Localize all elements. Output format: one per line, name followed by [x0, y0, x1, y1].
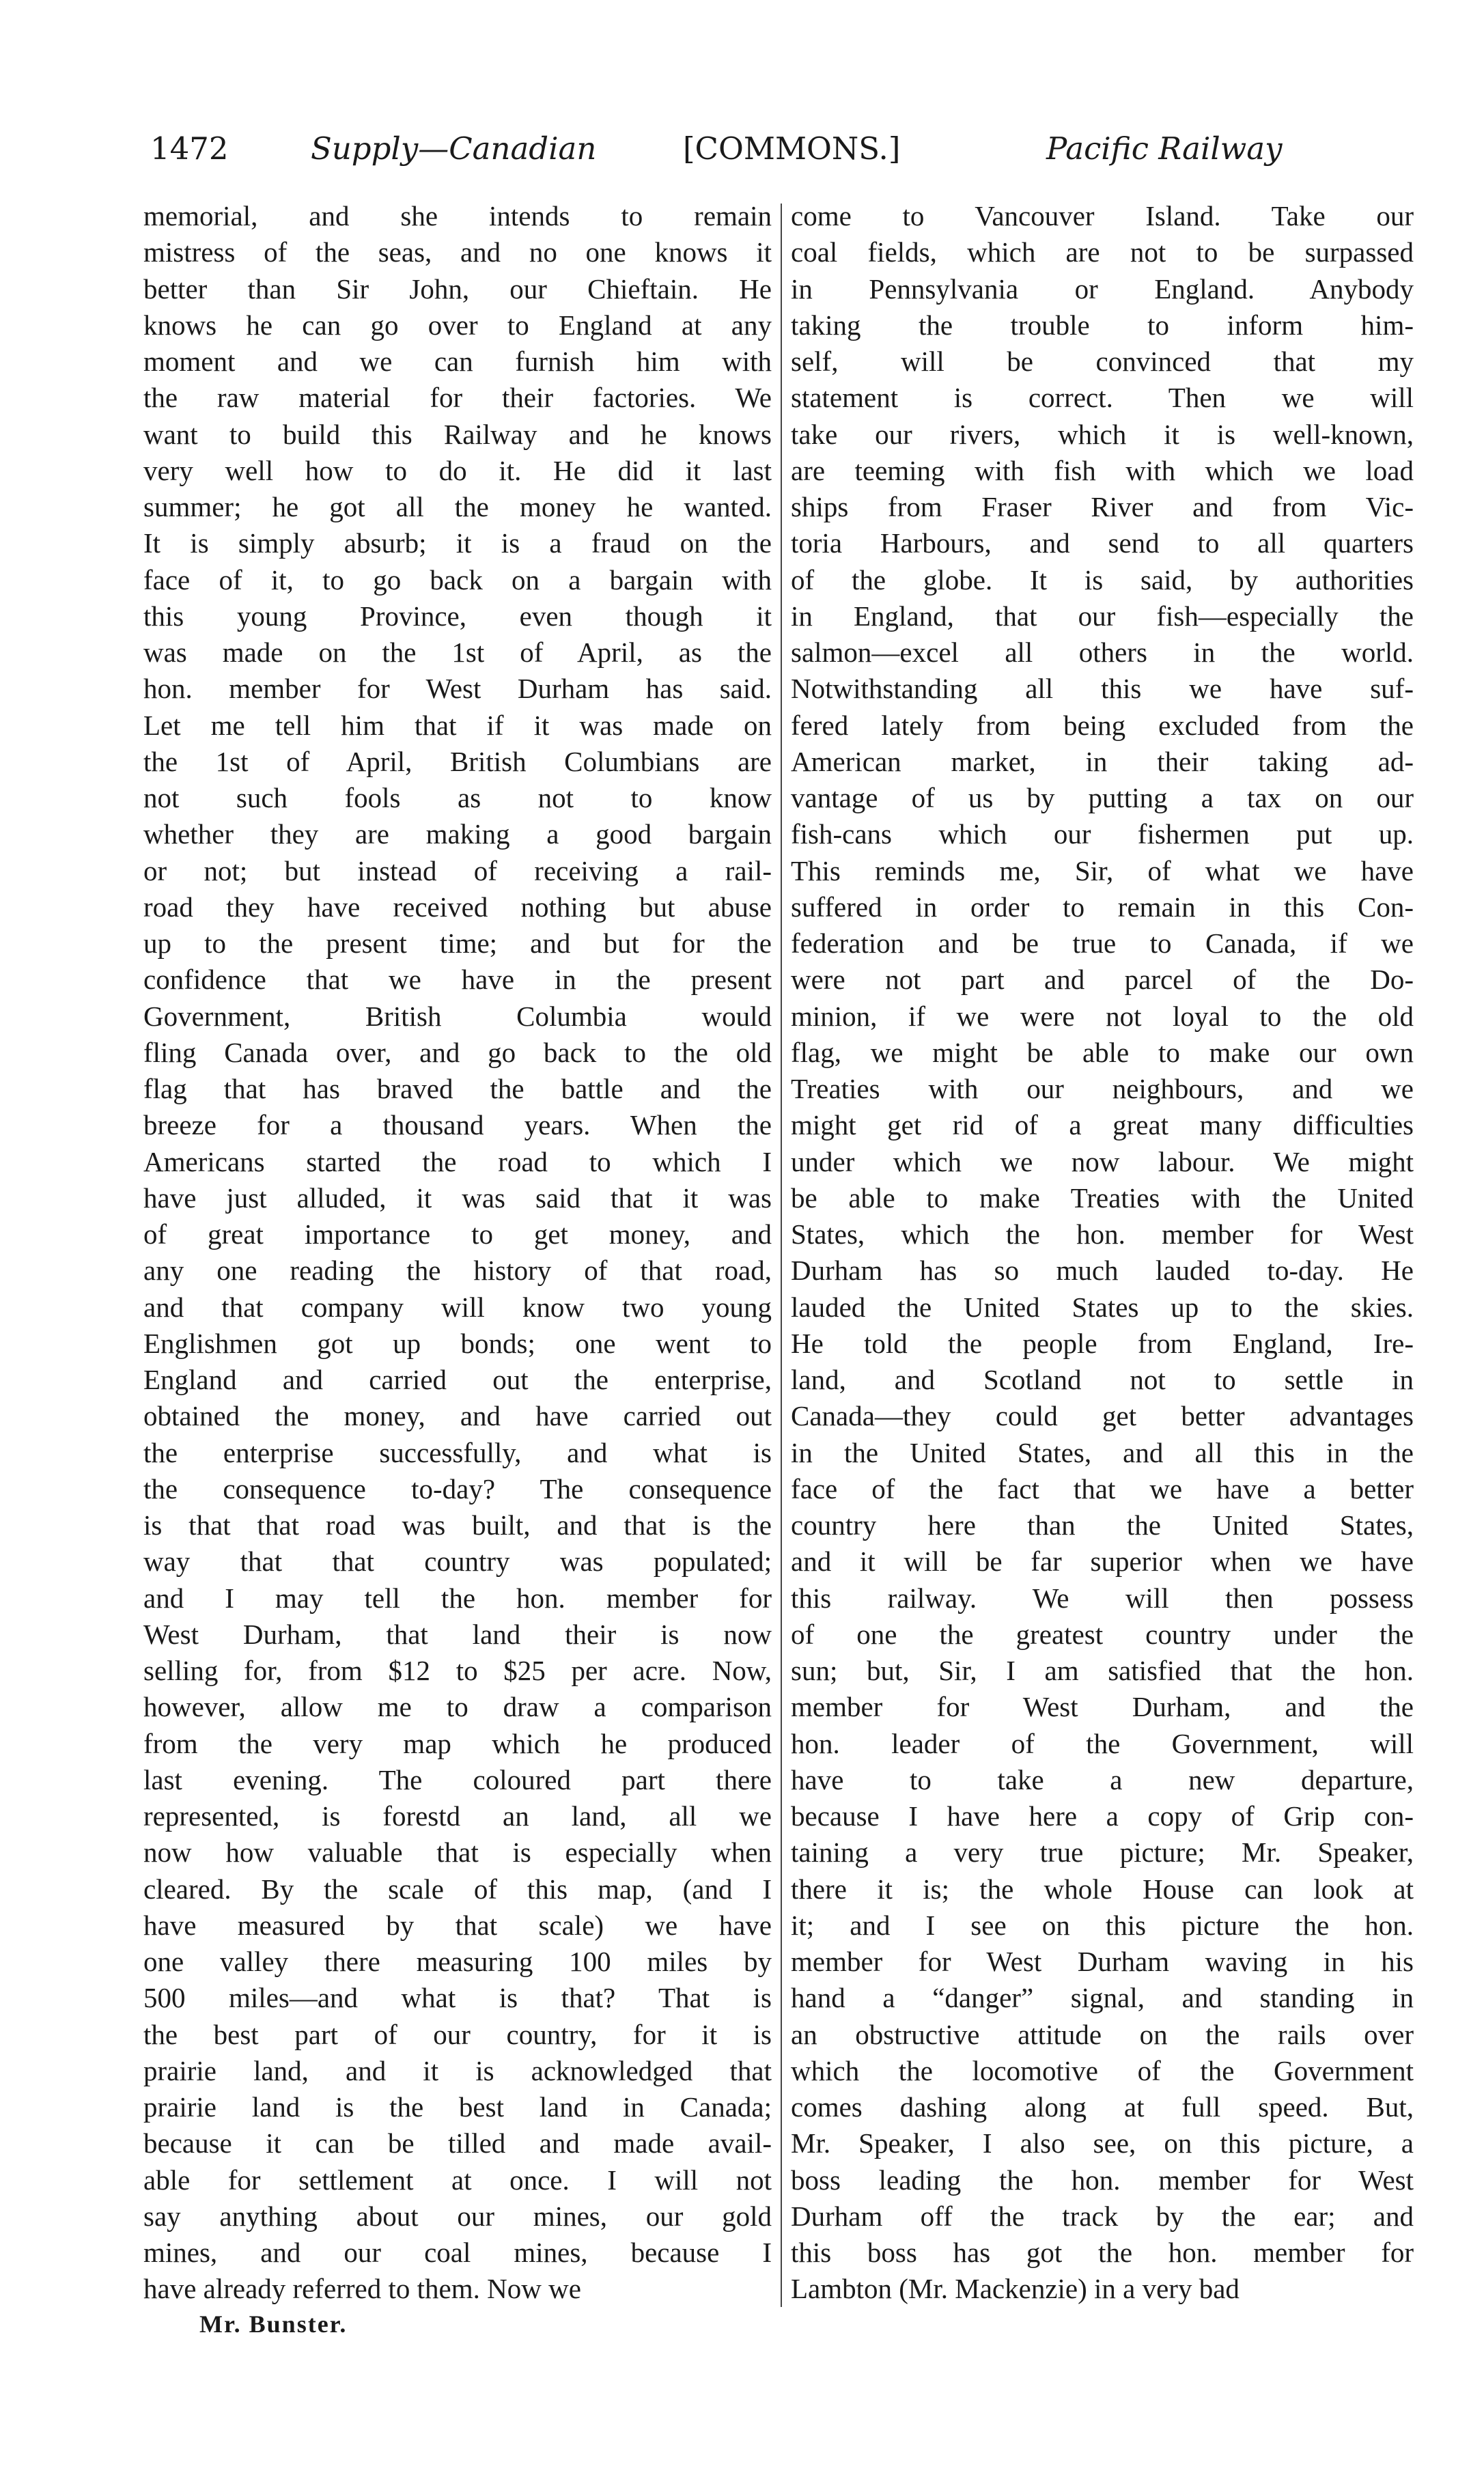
text-line: mines, and our coal mines, because I: [143, 2237, 772, 2268]
text-line: have measured by that scale) we have: [143, 1909, 772, 1941]
header-right-title: Pacific Railway: [1046, 130, 1283, 167]
text-line: however, allow me to draw a comparison: [143, 1691, 772, 1723]
text-line: of one the greatest country under the: [791, 1618, 1414, 1650]
text-line: It is simply absurb; it is a fraud on the: [143, 527, 772, 559]
text-line: Treaties with our neighbours, and we: [791, 1073, 1414, 1104]
text-line: selling for, from $12 to $25 per acre. Now,: [143, 1655, 772, 1686]
text-line: now how valuable that is especially when: [143, 1836, 772, 1869]
text-line: member for West Durham waving in his: [791, 1946, 1414, 1977]
text-line: of the globe. It is said, by authorities: [791, 563, 1414, 596]
text-line: want to build this Railway and he knows: [143, 418, 772, 450]
text-line: or not; but instead of receiving a rail-: [143, 854, 772, 886]
text-line: 500 miles—and what is that? That is: [143, 1982, 772, 2014]
text-line: coal fields, which are not to be surpassed: [791, 236, 1414, 268]
text-line: vantage of us by putting a tax on our: [791, 782, 1414, 813]
text-line: lauded the United States up to the skies.: [791, 1291, 1414, 1323]
text-line: federation and be true to Canada, if we: [791, 927, 1414, 959]
text-line: an obstructive attitude on the rails over: [791, 2018, 1414, 2050]
text-line: He told the people from England, Ire-: [791, 1327, 1414, 1359]
text-line: not such fools as not to know: [143, 782, 772, 813]
text-line: in Pennsylvania or England. Anybody: [791, 272, 1414, 305]
text-line: toria Harbours, and send to all quarters: [791, 527, 1414, 559]
text-line: knows he can go over to England at any: [143, 309, 772, 341]
text-line: the raw material for their factories. We: [143, 382, 772, 414]
text-line: Canada—they could get better advantages: [791, 1400, 1414, 1432]
text-line: represented, is forestd an land, all we: [143, 1800, 772, 1832]
text-line: fish-cans which our fishermen put up.: [791, 818, 1414, 850]
text-line: England and carried out the enterprise,: [143, 1364, 772, 1395]
text-line: hand a “danger” signal, and standing in: [791, 1982, 1414, 2014]
text-line: the consequence to-day? The consequence: [143, 1472, 772, 1505]
text-line: able for settlement at once. I will not: [143, 2164, 772, 2196]
text-line: say anything about our mines, our gold: [143, 2200, 772, 2232]
header-center-title: [COMMONS.]: [683, 130, 901, 167]
text-line: Let me tell him that if it was made on: [143, 709, 772, 741]
text-line: moment and we can furnish him with: [143, 346, 772, 377]
text-line: in the United States, and all this in the: [791, 1436, 1414, 1468]
text-line: this boss has got the hon. member for: [791, 2237, 1414, 2268]
text-line: flag that has braved the battle and the: [143, 1073, 772, 1104]
text-line: under which we now labour. We might: [791, 1145, 1414, 1177]
text-line: country here than the United States,: [791, 1509, 1414, 1541]
text-line: last evening. The coloured part there: [143, 1763, 772, 1795]
text-line: which the locomotive of the Government: [791, 2054, 1414, 2086]
text-line: up to the present time; and but for the: [143, 927, 772, 959]
text-line: fered lately from being excluded from the: [791, 709, 1414, 741]
text-line: sun; but, Sir, I am satisfied that the hon.: [791, 1655, 1414, 1686]
text-line: mistress of the seas, and no one knows it: [143, 236, 772, 268]
text-line: there it is; the whole House can look at: [791, 1873, 1414, 1905]
text-line: fling Canada over, and go back to the old: [143, 1036, 772, 1068]
page-number: 1472: [150, 130, 229, 167]
text-line: prairie land is the best land in Canada;: [143, 2091, 772, 2123]
text-line: any one reading the history of that road,: [143, 1255, 772, 1287]
text-line: ships from Fraser River and from Vic-: [791, 491, 1414, 522]
text-line: and that company will know two young: [143, 1291, 772, 1323]
text-line: might get rid of a great many difficulties: [791, 1109, 1414, 1141]
text-line: the enterprise successfully, and what is: [143, 1436, 772, 1468]
text-line: This reminds me, Sir, of what we have: [791, 854, 1414, 886]
text-line: hon. member for West Durham has said.: [143, 673, 772, 705]
text-line: prairie land, and it is acknowledged that: [143, 2054, 772, 2086]
text-line: hon. leader of the Government, will: [791, 1727, 1414, 1759]
text-line: statement is correct. Then we will: [791, 382, 1414, 414]
page-header: [0, 122, 1484, 176]
text-line: road they have received nothing but abuse: [143, 891, 772, 923]
text-line: West Durham, that land their is now: [143, 1618, 772, 1650]
text-line: Lambton (Mr. Mackenzie) in a very bad: [791, 2273, 1240, 2305]
text-line: very well how to do it. He did it last: [143, 454, 772, 486]
text-line: were not part and parcel of the Do-: [791, 964, 1414, 996]
text-line: and I may tell the hon. member for: [143, 1582, 772, 1614]
text-line: have already referred to them. Now we: [143, 2273, 581, 2305]
text-line: face of it, to go back on a bargain with: [143, 563, 772, 596]
text-line: be able to make Treaties with the United: [791, 1181, 1414, 1214]
text-line: cleared. By the scale of this map, (and I: [143, 1873, 772, 1905]
text-line: boss leading the hon. member for West: [791, 2164, 1414, 2196]
text-line: Durham has so much lauded to-day. He: [791, 1255, 1414, 1287]
text-line: because it can be tilled and made avail-: [143, 2127, 772, 2159]
text-line: American market, in their taking ad-: [791, 745, 1414, 777]
text-line: States, which the hon. member for West: [791, 1218, 1414, 1250]
text-line: minion, if we were not loyal to the old: [791, 1000, 1414, 1032]
text-line: it; and I see on this picture the hon.: [791, 1909, 1414, 1941]
text-line: summer; he got all the money he wanted.: [143, 491, 772, 522]
text-line: Mr. Speaker, I also see, on this picture, a: [791, 2127, 1414, 2159]
text-line: this young Province, even though it: [143, 600, 772, 632]
text-line: of great importance to get money, and: [143, 1218, 772, 1250]
text-line: member for West Durham, and the: [791, 1691, 1414, 1723]
text-line: in England, that our fish—especially the: [791, 600, 1414, 632]
text-line: salmon—excel all others in the world.: [791, 637, 1414, 668]
text-line: Americans started the road to which I: [143, 1145, 772, 1177]
text-line: confidence that we have in the present: [143, 964, 772, 996]
text-line: take our rivers, which it is well-known,: [791, 418, 1414, 450]
text-line: way that that country was populated;: [143, 1546, 772, 1578]
text-line: Englishmen got up bonds; one went to: [143, 1327, 772, 1359]
text-line: Durham off the track by the ear; and: [791, 2200, 1414, 2232]
speaker-footer: Mr. Bunster.: [199, 2310, 348, 2338]
text-line: the best part of our country, for it is: [143, 2018, 772, 2050]
text-line: are teeming with fish with which we load: [791, 454, 1414, 486]
text-line: because I have here a copy of Grip con-: [791, 1800, 1414, 1832]
text-line: come to Vancouver Island. Take our: [791, 200, 1414, 232]
right-text-column: [791, 198, 1414, 2308]
text-line: have to take a new departure,: [791, 1763, 1414, 1795]
column-divider: [781, 204, 782, 2307]
text-line: suffered in order to remain in this Con-: [791, 891, 1414, 923]
text-line: comes dashing along at full speed. But,: [791, 2091, 1414, 2123]
text-line: one valley there measuring 100 miles by: [143, 1946, 772, 1977]
text-line: face of the fact that we have a better: [791, 1472, 1414, 1505]
text-line: from the very map which he produced: [143, 1727, 772, 1759]
text-line: have just alluded, it was said that it was: [143, 1181, 772, 1214]
text-line: is that that road was built, and that is the: [143, 1509, 772, 1541]
header-left-title: Supply—Canadian: [311, 130, 597, 167]
text-line: land, and Scotland not to settle in: [791, 1364, 1414, 1395]
text-line: breeze for a thousand years. When the: [143, 1109, 772, 1141]
text-line: this railway. We will then possess: [791, 1582, 1414, 1614]
text-line: Government, British Columbia would: [143, 1000, 772, 1032]
text-line: memorial, and she intends to remain: [143, 200, 772, 232]
text-line: and it will be far superior when we have: [791, 1546, 1414, 1578]
text-line: obtained the money, and have carried out: [143, 1400, 772, 1432]
text-line: taking the trouble to inform him-: [791, 309, 1414, 341]
text-line: flag, we might be able to make our own: [791, 1036, 1414, 1068]
text-line: was made on the 1st of April, as the: [143, 637, 772, 668]
text-line: Notwithstanding all this we have suf-: [791, 673, 1414, 705]
text-line: self, will be convinced that my: [791, 346, 1414, 377]
text-line: whether they are making a good bargain: [143, 818, 772, 850]
text-line: the 1st of April, British Columbians are: [143, 745, 772, 777]
left-text-column: [143, 198, 772, 2308]
text-line: taining a very true picture; Mr. Speaker,: [791, 1836, 1414, 1869]
text-line: better than Sir John, our Chieftain. He: [143, 272, 772, 305]
